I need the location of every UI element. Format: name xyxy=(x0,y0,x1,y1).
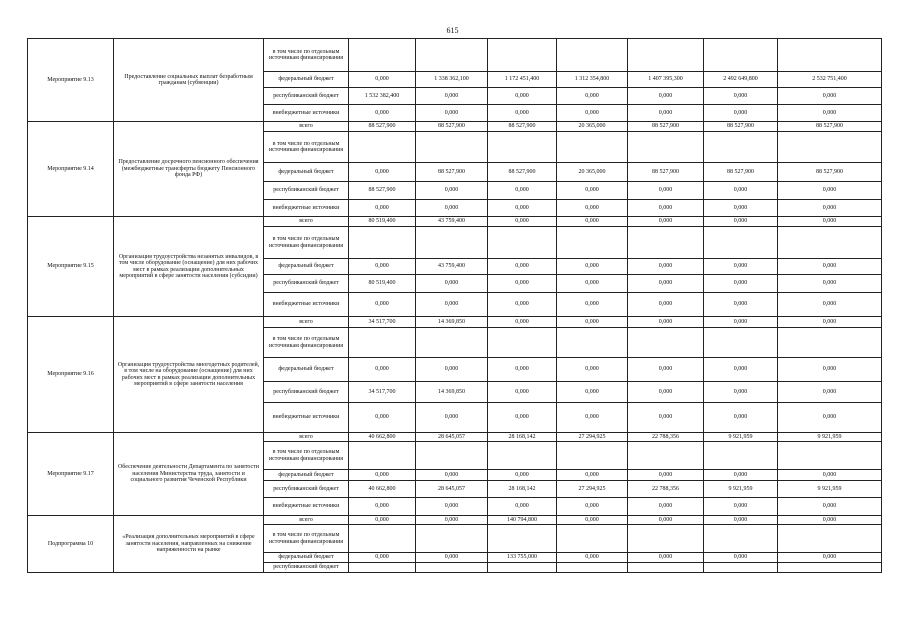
amount-cell: 0,000 xyxy=(488,275,557,293)
amount-cell: 0,000 xyxy=(488,182,557,200)
amount-cell: 0,000 xyxy=(416,553,488,563)
amount-cell: 88 527,900 xyxy=(488,163,557,182)
amount-cell xyxy=(628,328,704,358)
amount-cell xyxy=(628,442,704,470)
amount-cell: 0,000 xyxy=(416,516,488,525)
budget-table xyxy=(27,38,882,573)
amount-cell: 0,000 xyxy=(416,105,488,122)
amount-cell: 0,000 xyxy=(628,403,704,433)
funding-source-label: в том числе по отдельным источникам финансирования xyxy=(264,328,349,358)
amount-cell: 0,000 xyxy=(557,553,628,563)
amount-cell: 88 527,900 xyxy=(416,163,488,182)
amount-cell: 0,000 xyxy=(416,498,488,516)
amount-cell: 0,000 xyxy=(488,217,557,227)
amount-cell: 0,000 xyxy=(416,182,488,200)
amount-cell: 0,000 xyxy=(416,358,488,382)
activity-description: Предоставление досрочного пенсионного обеспечения (межбюджетные трансферты бюджету Пенсионного фонда РФ) xyxy=(114,122,264,217)
amount-cell: 88 527,900 xyxy=(778,122,882,132)
amount-cell: 0,000 xyxy=(778,293,882,317)
amount-cell: 0,000 xyxy=(416,470,488,481)
amount-cell xyxy=(704,525,778,553)
amount-cell xyxy=(349,328,416,358)
amount-cell: 88 527,900 xyxy=(704,122,778,132)
amount-cell: 0,000 xyxy=(488,317,557,328)
amount-cell: 0,000 xyxy=(557,498,628,516)
amount-cell: 0,000 xyxy=(704,293,778,317)
amount-cell xyxy=(628,525,704,553)
amount-cell: 0,000 xyxy=(557,200,628,217)
amount-cell: 0,000 xyxy=(557,259,628,275)
activity-description: Организация трудоустройства незанятых инвалидов, в том числе оборудование (оснащение) для них рабочих мест в рамках реализации дополнительных мероприятий в сфере занятости населения (субсидии) xyxy=(114,217,264,317)
funding-source-label: федеральный бюджет xyxy=(264,358,349,382)
amount-cell: 0,000 xyxy=(349,553,416,563)
amount-cell: 20 365,000 xyxy=(557,122,628,132)
amount-cell: 88 527,900 xyxy=(628,163,704,182)
amount-cell: 0,000 xyxy=(778,498,882,516)
amount-cell: 0,000 xyxy=(349,358,416,382)
amount-cell: 0,000 xyxy=(628,553,704,563)
amount-cell: 0,000 xyxy=(557,182,628,200)
amount-cell xyxy=(628,39,704,72)
amount-cell xyxy=(704,39,778,72)
funding-source-label: федеральный бюджет xyxy=(264,553,349,563)
funding-source-label: всего xyxy=(264,317,349,328)
activity-code: Мероприятие 9.16 xyxy=(28,317,114,433)
amount-cell xyxy=(488,563,557,573)
amount-cell: 34 517,700 xyxy=(349,317,416,328)
amount-cell: 0,000 xyxy=(628,382,704,403)
amount-cell: 88 527,900 xyxy=(628,122,704,132)
amount-cell: 88 527,900 xyxy=(349,122,416,132)
amount-cell: 0,000 xyxy=(704,200,778,217)
amount-cell: 0,000 xyxy=(488,259,557,275)
amount-cell: 0,000 xyxy=(704,403,778,433)
amount-cell xyxy=(416,328,488,358)
amount-cell xyxy=(349,39,416,72)
amount-cell xyxy=(488,39,557,72)
funding-source-label: внебюджетные источники xyxy=(264,105,349,122)
amount-cell: 0,000 xyxy=(349,516,416,525)
amount-cell: 0,000 xyxy=(349,105,416,122)
amount-cell xyxy=(778,39,882,72)
amount-cell: 0,000 xyxy=(704,382,778,403)
amount-cell: 0,000 xyxy=(704,88,778,105)
amount-cell: 0,000 xyxy=(557,516,628,525)
amount-cell: 0,000 xyxy=(349,498,416,516)
amount-cell xyxy=(349,525,416,553)
amount-cell: 0,000 xyxy=(778,403,882,433)
amount-cell: 0,000 xyxy=(778,317,882,328)
amount-cell: 0,000 xyxy=(416,200,488,217)
amount-cell xyxy=(557,442,628,470)
amount-cell xyxy=(778,227,882,259)
amount-cell xyxy=(488,328,557,358)
amount-cell: 0,000 xyxy=(416,88,488,105)
amount-cell: 0,000 xyxy=(628,317,704,328)
amount-cell: 140 794,800 xyxy=(488,516,557,525)
amount-cell: 0,000 xyxy=(704,217,778,227)
activity-code: Мероприятие 9.17 xyxy=(28,433,114,516)
amount-cell xyxy=(349,563,416,573)
table-row xyxy=(28,217,882,227)
amount-cell: 0,000 xyxy=(557,382,628,403)
amount-cell: 88 527,900 xyxy=(349,182,416,200)
amount-cell: 0,000 xyxy=(704,275,778,293)
amount-cell: 0,000 xyxy=(488,200,557,217)
amount-cell: 28 645,057 xyxy=(416,433,488,442)
funding-source-label: в том числе по отдельным источникам финансирования xyxy=(264,227,349,259)
amount-cell: 0,000 xyxy=(704,516,778,525)
amount-cell: 1 407 395,300 xyxy=(628,72,704,88)
amount-cell: 0,000 xyxy=(704,498,778,516)
amount-cell: 0,000 xyxy=(557,105,628,122)
funding-source-label: в том числе по отдельным источникам финансирования xyxy=(264,525,349,553)
amount-cell: 0,000 xyxy=(778,358,882,382)
amount-cell: 0,000 xyxy=(349,403,416,433)
funding-source-label: федеральный бюджет xyxy=(264,163,349,182)
amount-cell: 28 168,142 xyxy=(488,481,557,498)
funding-source-label: в том числе по отдельным источникам финансирования xyxy=(264,442,349,470)
amount-cell: 1 532 382,400 xyxy=(349,88,416,105)
amount-cell: 0,000 xyxy=(778,88,882,105)
amount-cell: 88 527,900 xyxy=(488,122,557,132)
amount-cell: 2 532 751,400 xyxy=(778,72,882,88)
amount-cell: 0,000 xyxy=(628,200,704,217)
amount-cell: 9 921,959 xyxy=(704,481,778,498)
amount-cell: 0,000 xyxy=(488,88,557,105)
amount-cell: 0,000 xyxy=(778,200,882,217)
amount-cell: 0,000 xyxy=(349,200,416,217)
amount-cell: 34 517,700 xyxy=(349,382,416,403)
amount-cell: 0,000 xyxy=(488,105,557,122)
amount-cell: 0,000 xyxy=(488,382,557,403)
funding-source-label: всего xyxy=(264,122,349,132)
amount-cell xyxy=(778,328,882,358)
funding-source-label: всего xyxy=(264,217,349,227)
amount-cell: 0,000 xyxy=(628,516,704,525)
amount-cell xyxy=(416,442,488,470)
amount-cell: 0,000 xyxy=(628,105,704,122)
amount-cell: 0,000 xyxy=(778,470,882,481)
funding-source-label: внебюджетные источники xyxy=(264,403,349,433)
amount-cell: 0,000 xyxy=(778,217,882,227)
amount-cell xyxy=(416,227,488,259)
amount-cell: 88 527,900 xyxy=(704,163,778,182)
funding-source-label: федеральный бюджет xyxy=(264,470,349,481)
activity-description: «Реализация дополнительных мероприятий в сфере занятости населения, направленных на снижение напряженности на рынке xyxy=(114,516,264,573)
amount-cell xyxy=(628,132,704,163)
amount-cell: 27 294,925 xyxy=(557,481,628,498)
activity-code: Мероприятие 9.15 xyxy=(28,217,114,317)
amount-cell xyxy=(778,442,882,470)
funding-source-label: внебюджетные источники xyxy=(264,200,349,217)
activity-description: Организация трудоустройства многодетных родителей, в том числе на оборудование (оснащение) для них рабочих мест в рамках реализации дополнительных мероприятий в сфере занятости населения xyxy=(114,317,264,433)
amount-cell: 0,000 xyxy=(349,470,416,481)
funding-source-label: республиканский бюджет xyxy=(264,563,349,573)
amount-cell: 0,000 xyxy=(778,516,882,525)
amount-cell xyxy=(778,132,882,163)
amount-cell: 28 645,057 xyxy=(416,481,488,498)
amount-cell: 0,000 xyxy=(628,182,704,200)
amount-cell: 133 755,000 xyxy=(488,553,557,563)
amount-cell xyxy=(628,563,704,573)
amount-cell: 0,000 xyxy=(704,105,778,122)
amount-cell: 0,000 xyxy=(349,293,416,317)
table-row xyxy=(28,433,882,442)
amount-cell: 0,000 xyxy=(628,217,704,227)
amount-cell: 2 492 649,800 xyxy=(704,72,778,88)
amount-cell: 22 788,356 xyxy=(628,481,704,498)
amount-cell xyxy=(778,525,882,553)
amount-cell: 43 759,400 xyxy=(416,217,488,227)
amount-cell xyxy=(557,563,628,573)
amount-cell xyxy=(416,39,488,72)
amount-cell xyxy=(349,132,416,163)
amount-cell xyxy=(704,442,778,470)
funding-source-label: внебюджетные источники xyxy=(264,293,349,317)
funding-source-label: федеральный бюджет xyxy=(264,259,349,275)
amount-cell: 0,000 xyxy=(778,259,882,275)
amount-cell: 9 921,959 xyxy=(778,433,882,442)
amount-cell: 0,000 xyxy=(628,275,704,293)
amount-cell: 0,000 xyxy=(557,403,628,433)
activity-description: Обеспечение деятельности Департамента по занятости населения Министерства труда, занятости и социального развития Чеченской Республики xyxy=(114,433,264,516)
amount-cell xyxy=(778,563,882,573)
amount-cell: 0,000 xyxy=(704,470,778,481)
amount-cell xyxy=(488,442,557,470)
amount-cell xyxy=(488,132,557,163)
activity-code: Мероприятие 9.14 xyxy=(28,122,114,217)
amount-cell: 0,000 xyxy=(557,317,628,328)
amount-cell xyxy=(628,227,704,259)
page-number: 615 xyxy=(446,26,459,35)
amount-cell: 0,000 xyxy=(704,182,778,200)
amount-cell: 43 759,400 xyxy=(416,259,488,275)
amount-cell: 0,000 xyxy=(349,72,416,88)
amount-cell: 0,000 xyxy=(557,88,628,105)
table-row xyxy=(28,122,882,132)
amount-cell: 0,000 xyxy=(778,382,882,403)
amount-cell xyxy=(488,227,557,259)
amount-cell: 1 312 354,800 xyxy=(557,72,628,88)
activity-code: Подпрограмма 10 xyxy=(28,516,114,573)
amount-cell: 88 527,900 xyxy=(416,122,488,132)
amount-cell: 0,000 xyxy=(416,293,488,317)
amount-cell: 0,000 xyxy=(349,163,416,182)
funding-source-label: в том числе по отдельным источникам финансирования xyxy=(264,132,349,163)
amount-cell xyxy=(557,525,628,553)
amount-cell: 0,000 xyxy=(628,293,704,317)
page-bottom-whitespace xyxy=(0,594,905,640)
amount-cell: 9 921,959 xyxy=(778,481,882,498)
amount-cell xyxy=(704,227,778,259)
amount-cell: 40 662,800 xyxy=(349,481,416,498)
amount-cell xyxy=(704,563,778,573)
amount-cell: 1 338 362,100 xyxy=(416,72,488,88)
funding-source-label: республиканский бюджет xyxy=(264,481,349,498)
funding-source-label: в том числе по отдельным источникам финансирования xyxy=(264,39,349,72)
amount-cell: 0,000 xyxy=(778,105,882,122)
amount-cell xyxy=(488,525,557,553)
amount-cell xyxy=(704,328,778,358)
amount-cell: 80 519,400 xyxy=(349,217,416,227)
funding-source-label: республиканский бюджет xyxy=(264,382,349,403)
amount-cell xyxy=(557,39,628,72)
funding-source-label: республиканский бюджет xyxy=(264,275,349,293)
activity-description: Предоставление социальных выплат безработным гражданам (субвенции) xyxy=(114,39,264,122)
funding-source-label: всего xyxy=(264,516,349,525)
amount-cell: 0,000 xyxy=(488,293,557,317)
funding-source-label: республиканский бюджет xyxy=(264,182,349,200)
amount-cell: 0,000 xyxy=(778,275,882,293)
funding-source-label: республиканский бюджет xyxy=(264,88,349,105)
amount-cell: 0,000 xyxy=(557,293,628,317)
amount-cell: 27 294,925 xyxy=(557,433,628,442)
amount-cell: 0,000 xyxy=(488,358,557,382)
amount-cell: 80 519,400 xyxy=(349,275,416,293)
amount-cell: 0,000 xyxy=(557,470,628,481)
amount-cell xyxy=(557,227,628,259)
amount-cell: 0,000 xyxy=(488,403,557,433)
amount-cell: 22 788,356 xyxy=(628,433,704,442)
amount-cell: 0,000 xyxy=(778,182,882,200)
amount-cell: 0,000 xyxy=(628,358,704,382)
amount-cell: 0,000 xyxy=(349,259,416,275)
budget-table-body xyxy=(28,39,882,573)
amount-cell: 0,000 xyxy=(628,498,704,516)
amount-cell: 0,000 xyxy=(557,358,628,382)
amount-cell: 0,000 xyxy=(488,498,557,516)
activity-code: Мероприятие 9.13 xyxy=(28,39,114,122)
amount-cell: 0,000 xyxy=(778,553,882,563)
table-row xyxy=(28,39,882,72)
amount-cell: 88 527,900 xyxy=(778,163,882,182)
amount-cell xyxy=(416,132,488,163)
amount-cell xyxy=(416,525,488,553)
amount-cell xyxy=(557,132,628,163)
funding-source-label: внебюджетные источники xyxy=(264,498,349,516)
amount-cell: 14 369,850 xyxy=(416,382,488,403)
amount-cell: 28 168,142 xyxy=(488,433,557,442)
amount-cell: 0,000 xyxy=(628,259,704,275)
funding-source-label: федеральный бюджет xyxy=(264,72,349,88)
amount-cell: 9 921,959 xyxy=(704,433,778,442)
amount-cell xyxy=(349,442,416,470)
amount-cell: 0,000 xyxy=(628,88,704,105)
amount-cell: 0,000 xyxy=(704,358,778,382)
amount-cell: 20 365,000 xyxy=(557,163,628,182)
amount-cell: 1 172 451,400 xyxy=(488,72,557,88)
funding-source-label: всего xyxy=(264,433,349,442)
table-row xyxy=(28,317,882,328)
amount-cell: 0,000 xyxy=(416,275,488,293)
amount-cell: 0,000 xyxy=(557,275,628,293)
amount-cell: 0,000 xyxy=(704,553,778,563)
amount-cell: 40 662,800 xyxy=(349,433,416,442)
amount-cell: 0,000 xyxy=(488,470,557,481)
table-row xyxy=(28,516,882,525)
amount-cell xyxy=(557,328,628,358)
amount-cell: 0,000 xyxy=(557,217,628,227)
amount-cell: 0,000 xyxy=(704,259,778,275)
amount-cell: 0,000 xyxy=(416,403,488,433)
amount-cell xyxy=(416,563,488,573)
amount-cell xyxy=(349,227,416,259)
amount-cell: 0,000 xyxy=(704,317,778,328)
amount-cell: 14 369,850 xyxy=(416,317,488,328)
amount-cell xyxy=(704,132,778,163)
amount-cell: 0,000 xyxy=(628,470,704,481)
